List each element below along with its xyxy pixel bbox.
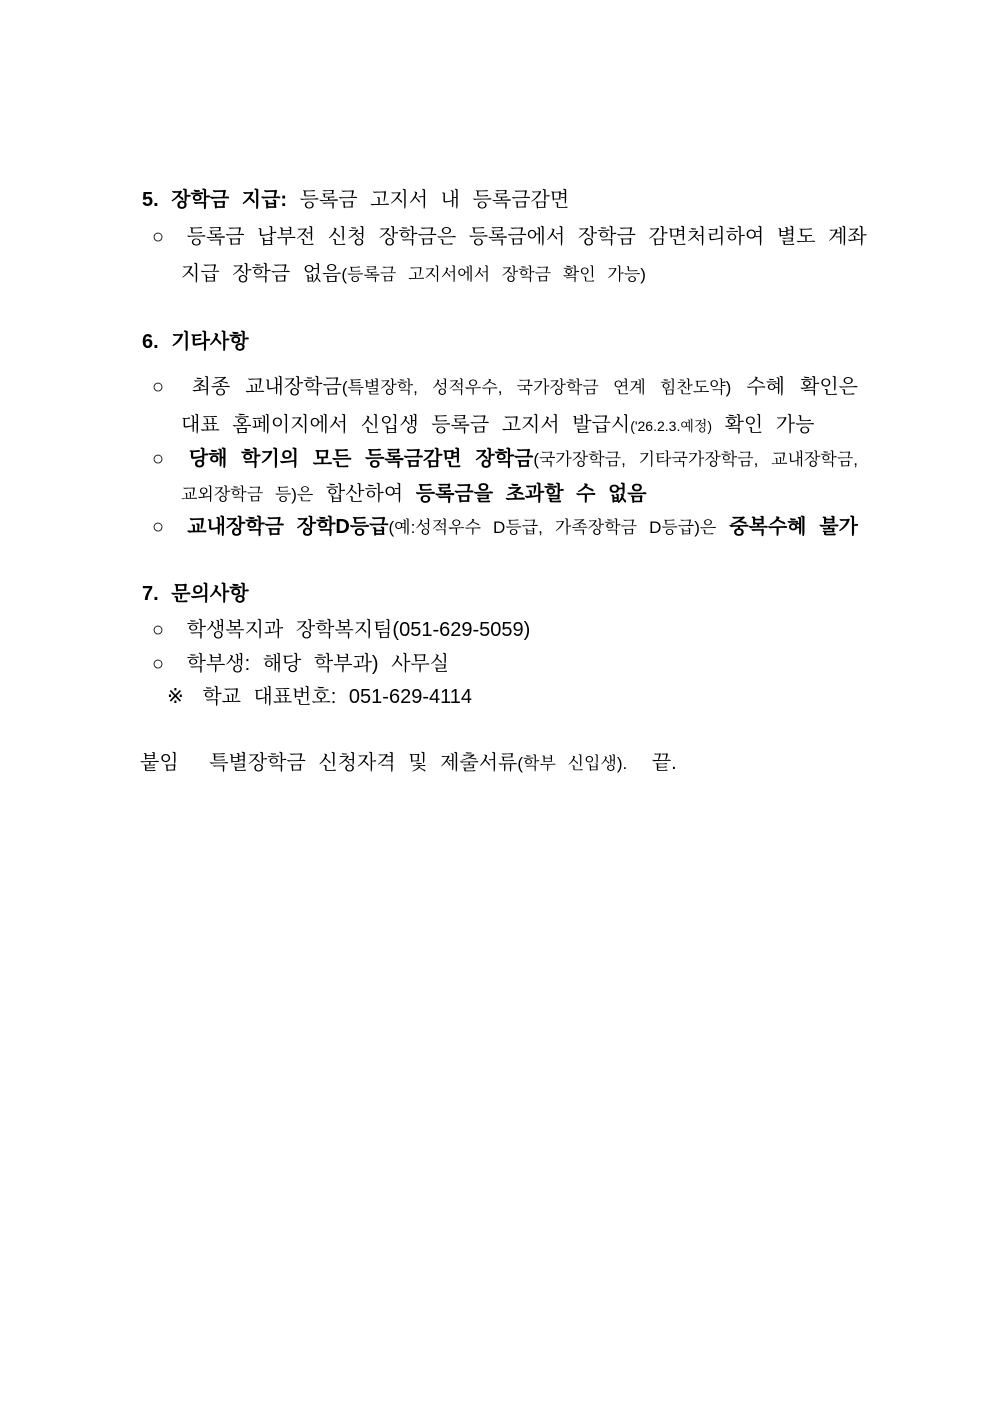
section-5-bullet-1-text: 등록금 납부전 신청 장학금은 등록금에서 장학금 감면처리하여 별도 계좌 (186, 226, 867, 248)
section-6-bullet-3-bold-tail: 중복수혜 불가 (729, 516, 858, 538)
section-5-bullet-1-cont-text: 지급 장학금 없음 (181, 263, 342, 285)
attachment-paren: (학부 신입생). (517, 754, 628, 773)
section-6-heading (142, 330, 249, 355)
section-6-bullet-3-line (152, 515, 858, 540)
section-6-bullet-2-cont-bold: 등록금을 초과할 수 없음 (415, 483, 647, 505)
section-6-bullet-2-cont-paren: 교외장학금 등)은 (181, 485, 314, 504)
section-6-bullet-1-line-1 (152, 375, 858, 400)
circle-bullet-marker: ○ (152, 516, 165, 538)
attachment-end: 끝. (651, 752, 677, 774)
section-5-bullet-1-paren: (등록금 고지서에서 장학금 확인 가능) (341, 265, 646, 284)
section-6-bullet-2-line-1 (152, 447, 858, 472)
section-6-bullet-1-text: 최종 교내장학금 (191, 376, 342, 398)
circle-bullet-marker: ○ (152, 653, 165, 675)
attachment-body: 특별장학금 신청자격 및 제출서류 (209, 752, 518, 774)
section-5-title: 장학금 지급: (171, 189, 288, 211)
circle-bullet-marker: ○ (152, 619, 165, 641)
section-5-bullet-1-line-2 (181, 262, 646, 287)
section-6-bullet-3-bold-text: 교내장학금 장학D등급 (187, 516, 389, 538)
circle-bullet-marker: ○ (152, 376, 167, 398)
section-6-title: 기타사항 (171, 331, 249, 353)
section-7-bullet-1-text: 학생복지과 장학복지팀(051-629-5059) (186, 619, 531, 641)
section-6-bullet-1-line-2 (181, 413, 814, 438)
reference-mark: ※ (167, 686, 184, 708)
circle-bullet-marker: ○ (152, 226, 165, 248)
section-6-bullet-2-line-2 (181, 482, 647, 507)
section-6-number: 6. (142, 331, 159, 353)
circle-bullet-marker: ○ (152, 448, 166, 470)
section-7-note (167, 685, 472, 710)
section-7-heading (142, 582, 249, 607)
section-5-bullet-1-line-1 (152, 225, 867, 250)
section-7-title: 문의사항 (171, 583, 249, 605)
attachment-label: 붙임 (140, 752, 179, 774)
section-6-bullet-1-cont-text: 대표 홈페이지에서 신입생 등록금 고지서 발급시 (181, 414, 631, 436)
section-7-bullet-2-text: 학부생: 해당 학부과) 사무실 (186, 653, 450, 675)
attachment-line (140, 751, 677, 776)
section-6-bullet-3-paren: (예:성적우수 D등급, 가족장학금 D등급)은 (388, 518, 717, 537)
section-5-title-tail: 등록금 고지서 내 등록금감면 (299, 189, 570, 211)
section-6-bullet-2-paren: (국가장학금, 기타국가장학금, 교내장학금, (533, 450, 858, 469)
section-6-bullet-1-paren: (특별장학, 성적우수, 국가장학금 연계 힘찬도약) (341, 378, 732, 397)
section-6-bullet-2-bold-text: 당해 학기의 모든 등록금감면 장학금 (188, 448, 534, 470)
section-6-bullet-1-tail: 수혜 확인은 (746, 376, 858, 398)
section-7-note-text: 학교 대표번호: 051-629-4114 (202, 686, 472, 708)
section-6-bullet-2-cont-mid: 합산하여 (325, 483, 404, 505)
section-7-number: 7. (142, 583, 159, 605)
section-5-number: 5. (142, 189, 159, 211)
section-6-bullet-1-date-paren: ('26.2.3.예정) (630, 418, 713, 434)
section-7-bullet-2 (152, 652, 449, 677)
section-6-bullet-1-cont-tail: 확인 가능 (724, 414, 815, 436)
section-7-bullet-1 (152, 618, 530, 643)
section-5-heading (142, 188, 569, 213)
